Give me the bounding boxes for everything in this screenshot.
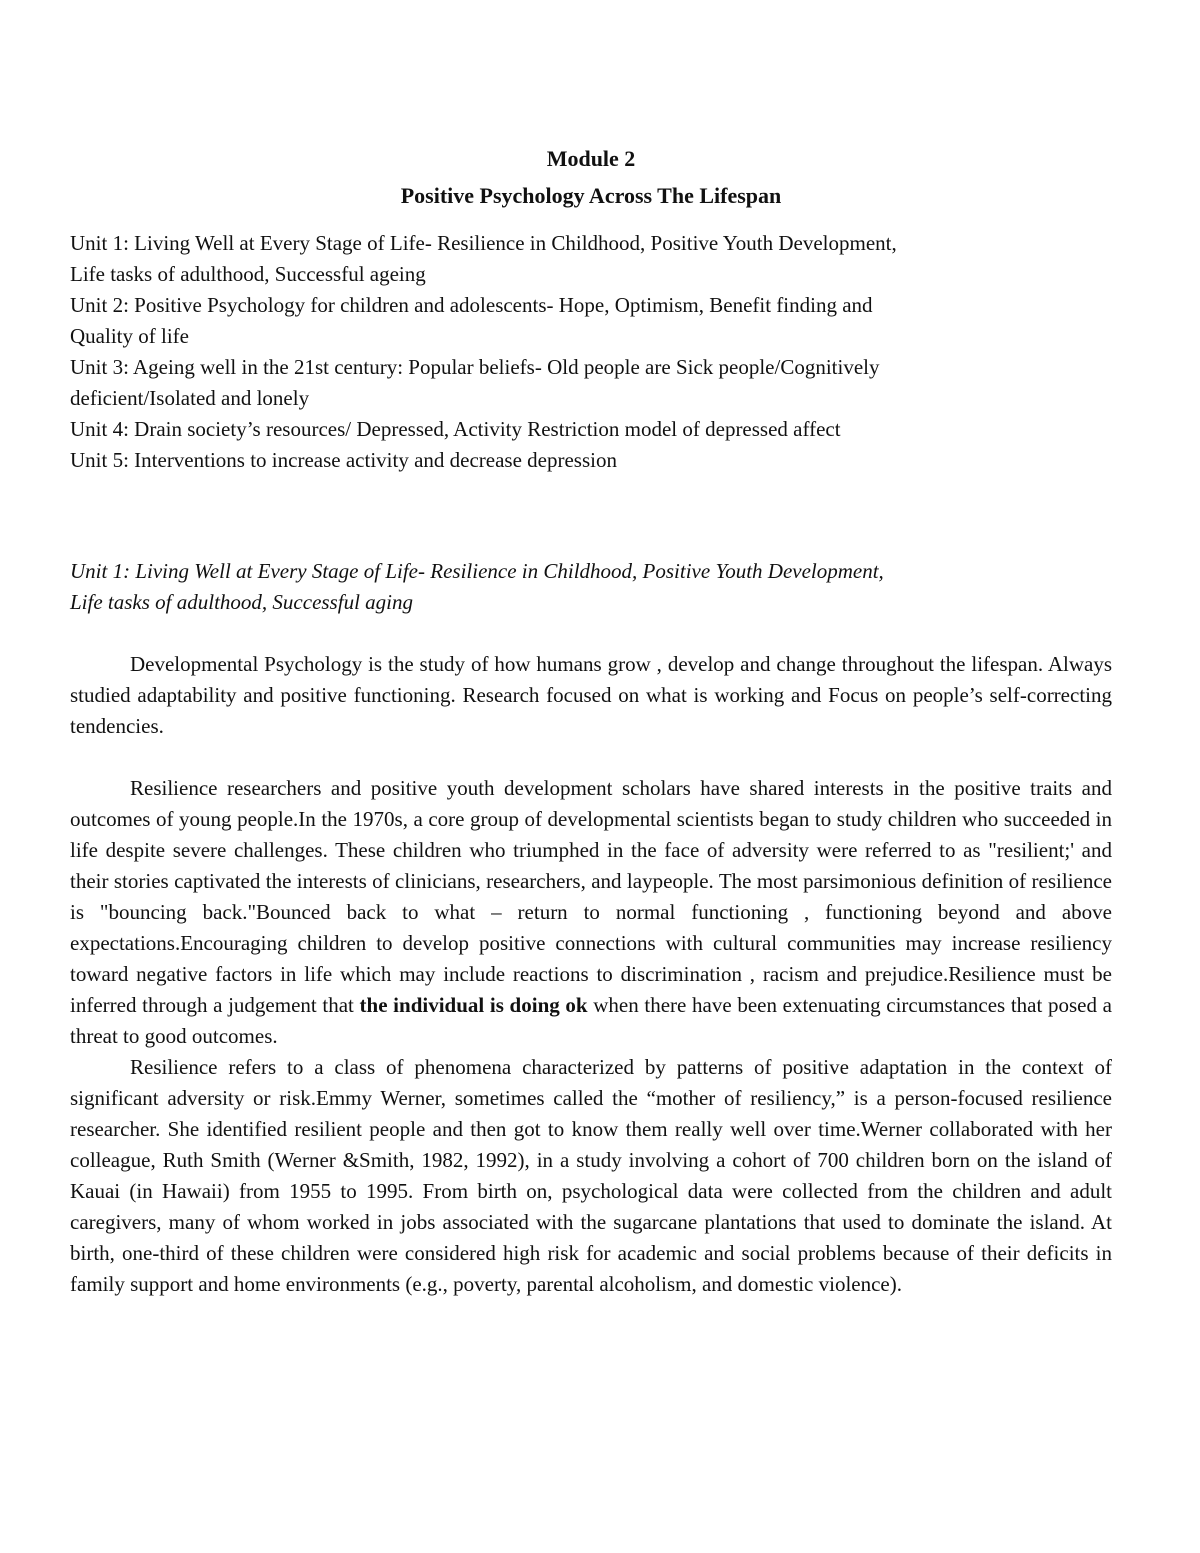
unit-1-line-1: Unit 1: Living Well at Every Stage of Life- Resilience in Childhood, Positive Youth Development,: [70, 231, 897, 255]
module-title: Module 2: [546, 146, 636, 171]
paragraph-developmental-psychology: Developmental Psychology is the study of how humans grow , develop and change throughout the lifespan. Always studied adaptability and positive functioning. Research focused on what is working and Focus on people’s self-correcting tendencies.: [70, 652, 1112, 738]
unit-1-line-2: Life tasks of adulthood, Successful ageing: [70, 262, 426, 286]
unit-5-line-1: Unit 5: Interventions to increase activity and decrease depression: [70, 448, 617, 472]
emphasis-text: the individual is doing ok: [359, 993, 588, 1017]
section-heading-line-1: Unit 1: Living Well at Every Stage of Life- Resilience in Childhood, Positive Youth Development,: [70, 559, 884, 583]
paragraph-text: when there have been extenuating circumstances that posed a threat to good outcomes.: [70, 993, 1112, 1048]
paragraph-resilience-researchers: [70, 773, 1112, 1052]
unit-2-line-2: Quality of life: [70, 324, 189, 348]
unit-3-line-2: deficient/Isolated and lonely: [70, 386, 310, 410]
document-body: [70, 140, 1112, 1300]
module-subtitle: Positive Psychology Across The Lifespan: [400, 183, 782, 208]
section-heading-line-2: Life tasks of adulthood, Successful aging: [70, 590, 413, 614]
unit-2-line-1: Unit 2: Positive Psychology for children and adolescents- Hope, Optimism, Benefit finding and: [70, 293, 873, 317]
unit-3-line-1: Unit 3: Ageing well in the 21st century: Popular beliefs- Old people are Sick people/Cognitively: [70, 355, 880, 379]
paragraph-resilience-definition: Resilience refers to a class of phenomena characterized by patterns of positive adaptation in the context of significant adversity or risk.Emmy Werner, sometimes called the “mother of resiliency,” is a person-focused resilience researcher. She identified resilient people and then got to know them really well over time.Werner collaborated with her colleague, Ruth Smith (Werner &Smith, 1982, 1992), in a study involving a cohort of 700 children born on the island of Kauai (in Hawaii) from 1955 to 1995. From birth on, psychological data were collected from the children and adult caregivers, many of whom worked in jobs associated with the sugarcane plantations that used to dominate the island. At birth, one-third of these children were considered high risk for academic and social problems because of their deficits in family support and home environments (e.g., poverty, parental alcoholism, and domestic violence).: [70, 1055, 1112, 1296]
unit-list: [70, 228, 1112, 476]
paragraph-text: Resilience researchers and positive youth development scholars have shared interests in the positive traits and outcomes of young people.In the 1970s, a core group of developmental scientists began to study children who succeeded in life despite severe challenges. These children who triumphed in the face of adversity were referred to as "resilient;' and their stories captivated the interests of clinicians, researchers, and laypeople. The most parsimonious definition of resilience is "bouncing back."Bounced back to what – return to normal functioning , functioning beyond and above expectations.Encouraging children to develop positive connections with cultural communities may increase resiliency toward negative factors in life which may include reactions to discrimination , racism and prejudice.Resilience must be inferred through a judgement that: [70, 776, 1112, 1017]
unit-4-line-1: Unit 4: Drain society’s resources/ Depressed, Activity Restriction model of depressed affect: [70, 417, 841, 441]
section-heading: [70, 556, 1112, 618]
